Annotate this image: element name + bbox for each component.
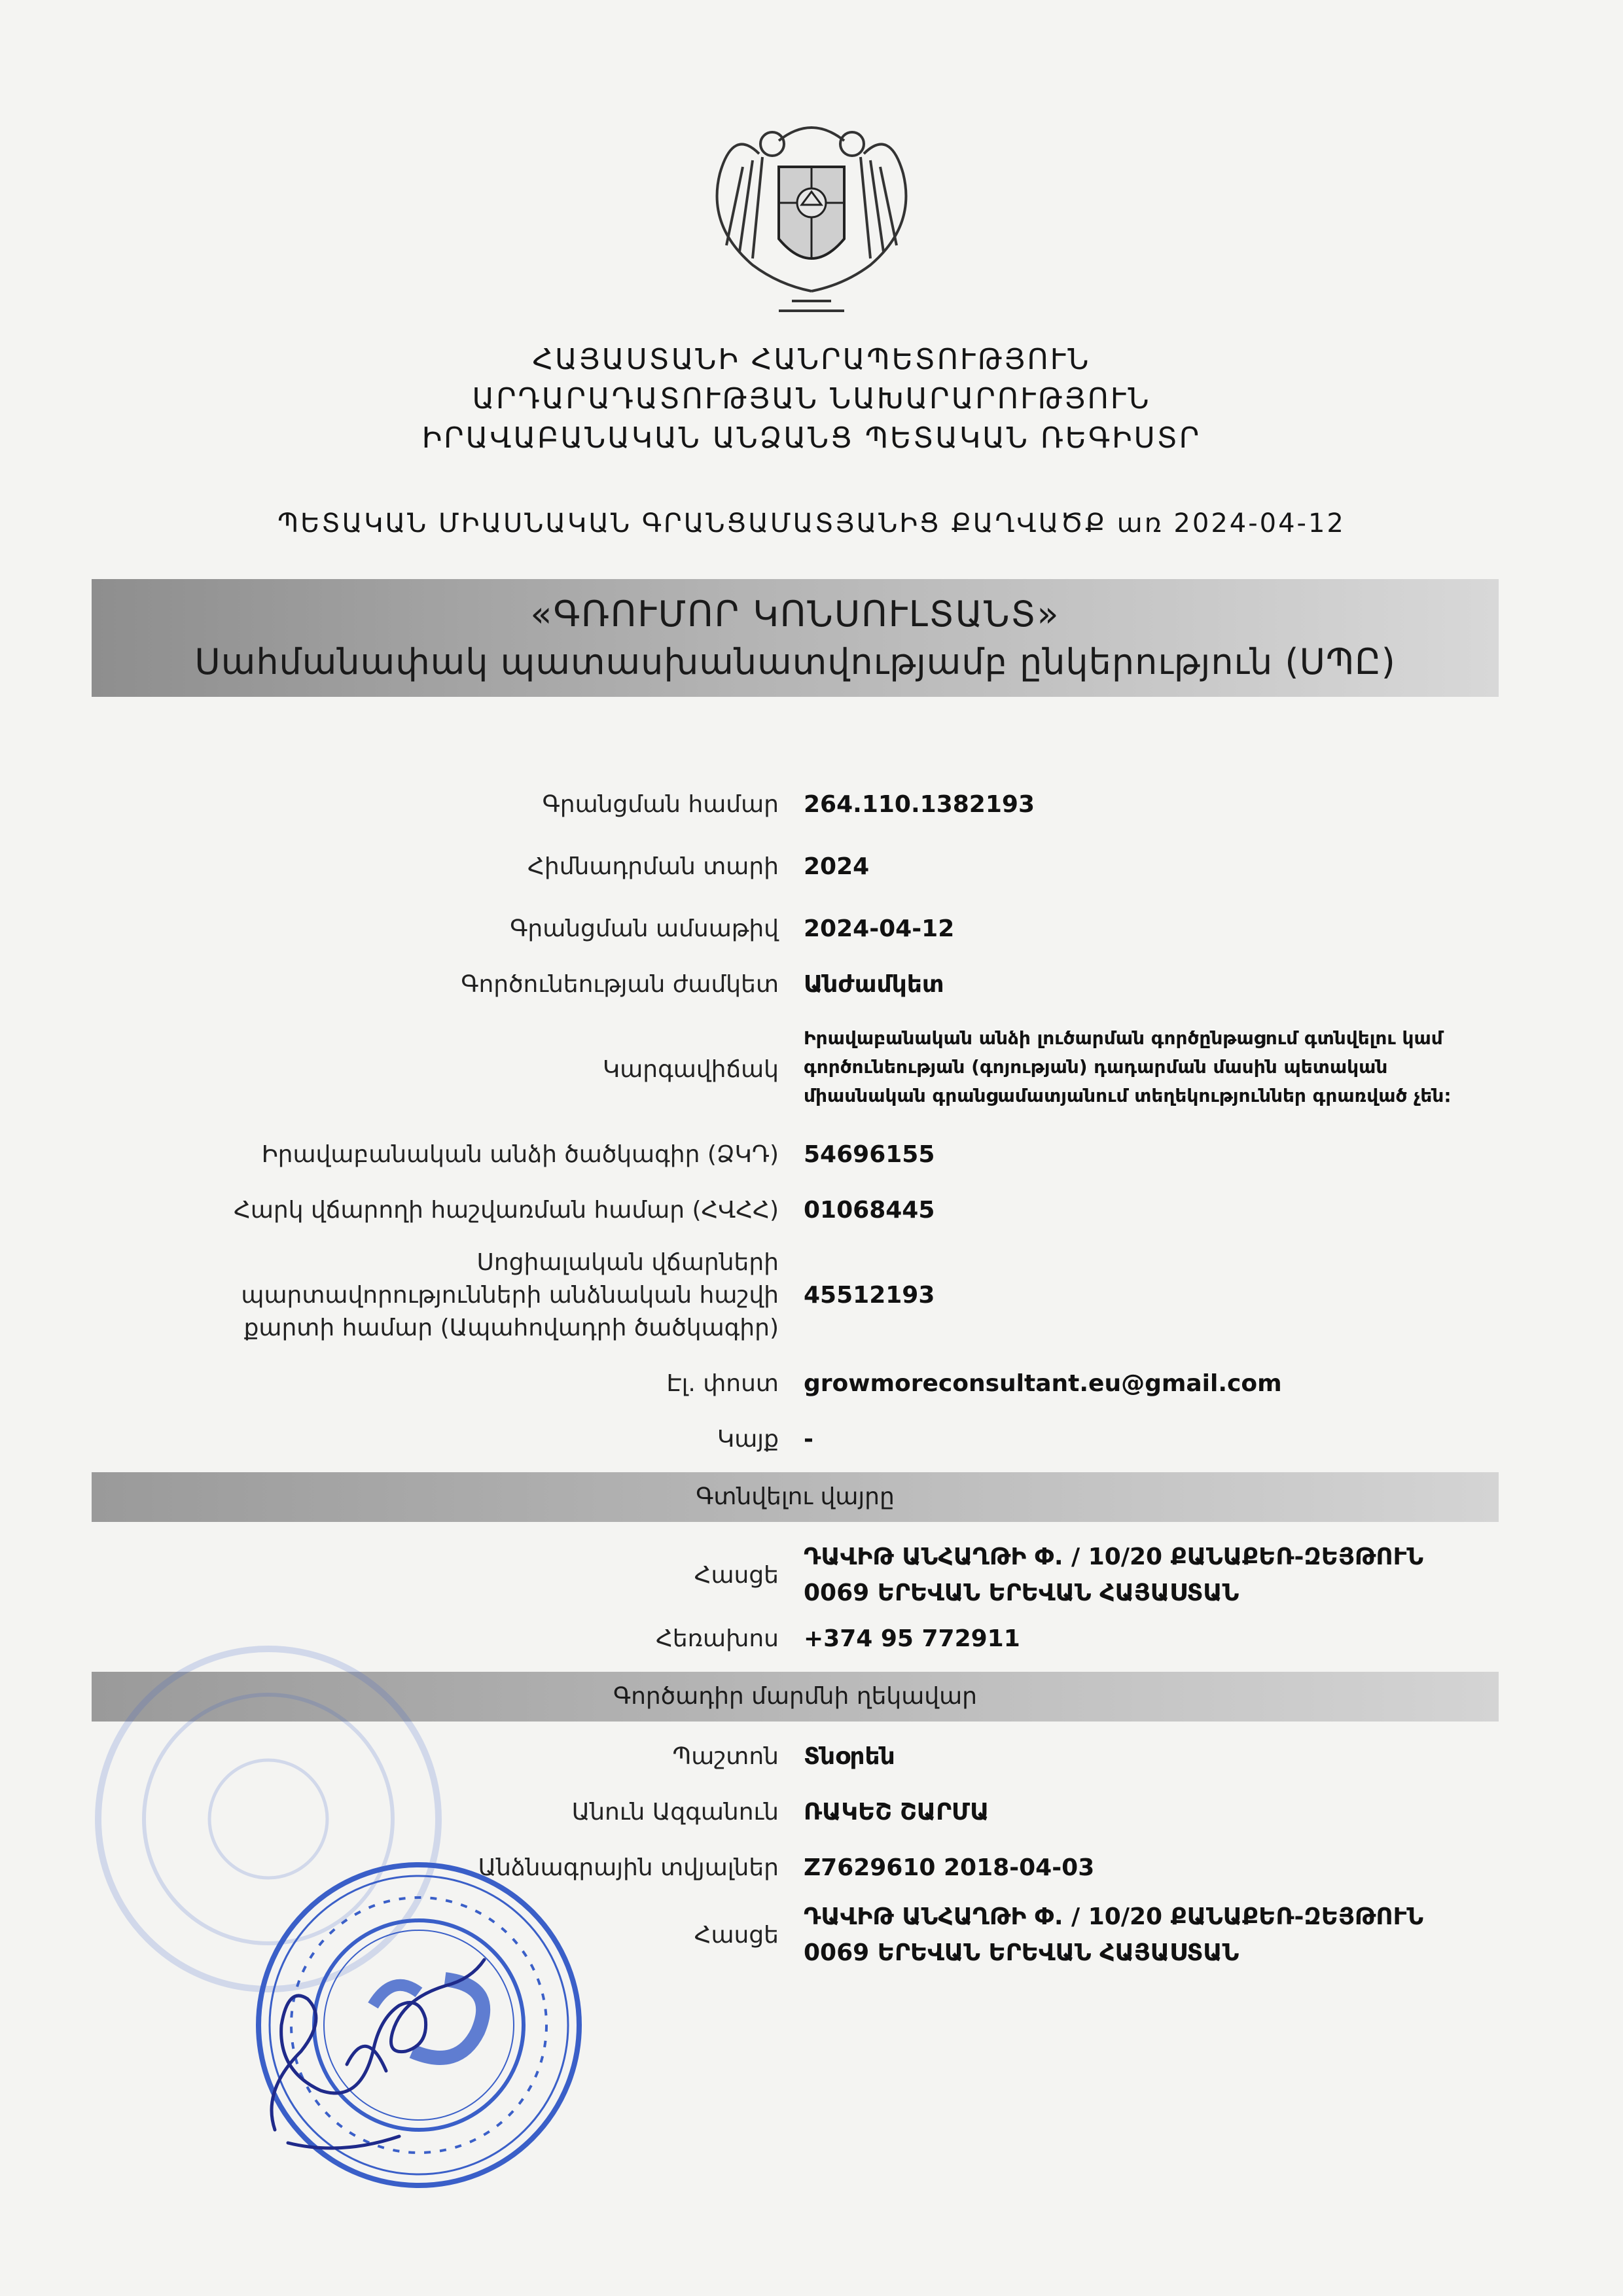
field-value: 2024 <box>804 853 870 880</box>
field-label: Հեռախոս <box>656 1625 779 1652</box>
field-label: Կայք <box>717 1426 779 1453</box>
field-label: Անձնագրային տվյալներ <box>478 1854 779 1881</box>
field-value: 264.110.1382193 <box>804 791 1035 818</box>
address-line-2: 0069 ԵՐԵՎԱՆ ԵՐԵՎԱՆ ՀԱՅԱՍՏԱՆ <box>804 1580 1240 1606</box>
field-value: growmoreconsultant.eu@gmail.com <box>804 1370 1282 1397</box>
field-value: 54696155 <box>804 1141 935 1168</box>
ministry-name: ԱՐԴԱՐԱԴԱՏՈՒԹՅԱՆ ՆԱԽԱՐԱՐՈՒԹՅՈՒՆ <box>472 382 1151 415</box>
field-label: Պաշտոն <box>672 1743 779 1770</box>
field-value: Z7629610 2018-04-03 <box>804 1854 1095 1881</box>
address-line-1: ԴԱՎԻԹ ԱՆՀԱՂԹԻ Փ. / 10/20 ՔԱՆԱՔԵՌ-ԶԵՅԹՈՒՆ <box>804 1903 1424 1930</box>
field-label: Գործունեության ժամկետ <box>461 971 779 998</box>
extract-title: ՊԵՏԱԿԱՆ ՄԻԱՍՆԱԿԱՆ ԳՐԱՆՑԱՄԱՏՅԱՆԻՑ ՔԱՂՎԱԾՔ առ 2024-04-12 <box>277 508 1346 539</box>
field-label: Հասցե <box>694 1922 779 1949</box>
field-value: ՌԱԿԵՇ ՇԱՐՄԱ <box>804 1799 990 1826</box>
field-label: Կարգավիճակ <box>602 1056 779 1083</box>
field-value: 45512193 <box>804 1282 935 1309</box>
company-title-band <box>92 579 1499 697</box>
official-stamp-icon <box>249 1855 589 2195</box>
field-value: Անժամկետ <box>804 971 944 998</box>
country-name: ՀԱՅԱՍՏԱՆԻ ՀԱՆՐԱՊԵՏՈՒԹՅՈՒՆ <box>532 343 1091 376</box>
field-value: Տնօրեն <box>804 1743 895 1770</box>
field-label: Հարկ վճարողի հաշվառման համար (ՀՎՀՀ) <box>234 1197 779 1224</box>
field-value: 2024-04-12 <box>804 915 955 942</box>
field-label: Իրավաբանական անձի ծածկագիր (ՁԿԴ) <box>261 1141 779 1168</box>
coat-of-arms-icon <box>681 115 942 324</box>
field-value: 01068445 <box>804 1197 935 1224</box>
field-value: Իրավաբանական անձի լուծարման գործընթացում գտնվելու կամ գործունեության (գոյության) դադարման մասին պետական միասնական գրանցամատյանում տեղեկություններ գրառված չեն: <box>804 1027 1452 1106</box>
field-label: Հիմնադրման տարի <box>527 853 779 880</box>
field-value: - <box>804 1426 813 1453</box>
company-name: «ԳՌՈՒՄՈՐ ԿՈՆՍՈՒԼՏԱՆՏ» <box>530 593 1060 635</box>
field-value: +374 95 772911 <box>804 1625 1020 1652</box>
field-label: Գրանցման ամսաթիվ <box>510 915 779 942</box>
company-legal-form: Սահմանափակ պատասխանատվությամբ ընկերություն (ՍՊԸ) <box>194 641 1396 682</box>
location-section-header: Գտնվելու վայրը <box>92 1472 1499 1522</box>
field-label: Հասցե <box>694 1562 779 1589</box>
executive-section-header: Գործադիր մարմնի ղեկավար <box>92 1672 1499 1722</box>
address-line-1: ԴԱՎԻԹ ԱՆՀԱՂԹԻ Փ. / 10/20 ՔԱՆԱՔԵՌ-ԶԵՅԹՈՒՆ <box>804 1544 1424 1570</box>
field-label: Անուն Ազգանուն <box>571 1799 779 1826</box>
field-label: Սոցիալական վճարների պարտավորությունների անձնական հաշվի քարտի համար (Ապահովադրի ծածկագիր) <box>241 1249 779 1341</box>
field-label: Էլ. փոստ <box>666 1370 779 1397</box>
field-label: Գրանցման համար <box>542 791 779 818</box>
registry-name: ԻՐԱՎԱԲԱՆԱԿԱՆ ԱՆՁԱՆՑ ՊԵՏԱԿԱՆ ՌԵԳԻՍՏՐ <box>421 421 1202 455</box>
address-line-2: 0069 ԵՐԵՎԱՆ ԵՐԵՎԱՆ ՀԱՅԱՍՏԱՆ <box>804 1939 1240 1966</box>
